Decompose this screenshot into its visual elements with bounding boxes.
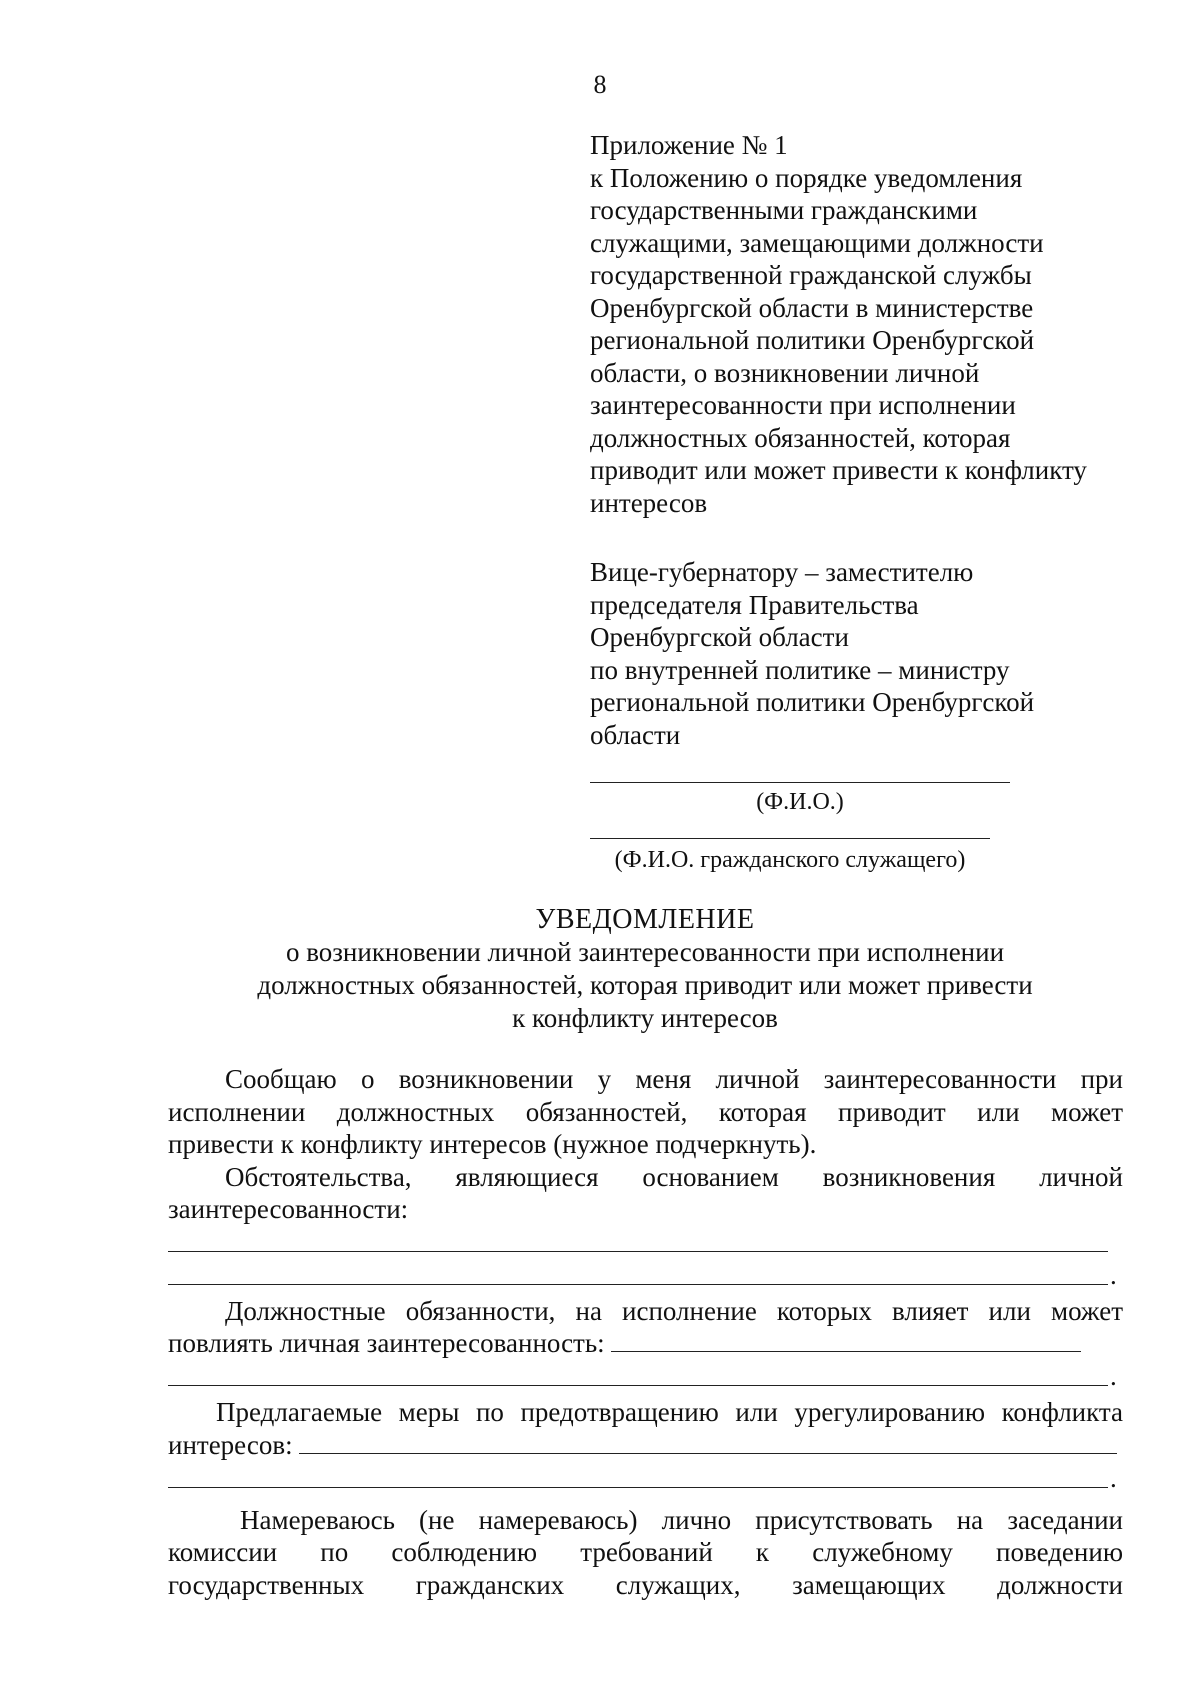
notice-title xyxy=(0,903,1200,1035)
paragraph-line: комиссии по соблюдению требований к служебному поведению xyxy=(168,1537,1123,1567)
addressee-line: председателя Правительства xyxy=(590,589,919,620)
circumstances-fill-line[interactable] xyxy=(168,1284,1108,1285)
circumstances-fill-row xyxy=(168,1258,1123,1291)
duties-fill-line[interactable] xyxy=(168,1385,1108,1386)
appendix-line: Приложение № 1 xyxy=(590,130,788,160)
measures-fill-line[interactable] xyxy=(168,1487,1108,1488)
measures-fill-row xyxy=(168,1461,1123,1494)
paragraph-line: Предлагаемые меры по предотвращению или урегулированию конфликта xyxy=(216,1397,1123,1427)
addressee-line: региональной политики Оренбургской xyxy=(590,687,1035,717)
appendix-line: служащими, замещающими должности xyxy=(590,227,1044,258)
appendix-header xyxy=(590,129,1150,519)
paragraph-text: интересов: xyxy=(168,1429,293,1460)
appendix-line: к Положению о порядке уведомления xyxy=(590,162,1023,193)
appendix-line: приводит или может привести к конфликту xyxy=(590,455,1087,485)
paragraph-line xyxy=(168,1429,1123,1462)
appendix-line: государственными гражданскими xyxy=(590,195,978,225)
appendix-line: Оренбургской области в министерстве xyxy=(590,292,1034,323)
paragraph-line: Должностные обязанности, на исполнение которых влияет или может xyxy=(225,1295,1123,1326)
circumstances-fill-line[interactable] xyxy=(168,1251,1108,1252)
appendix-line: государственной гражданской службы xyxy=(590,260,1032,290)
notice-subtitle-line: должностных обязанностей, которая приводит или может привести xyxy=(257,970,1033,1000)
paragraph-line: заинтересованности: xyxy=(168,1194,409,1224)
paragraph-text: повлиять личная заинтересованность: xyxy=(168,1328,605,1358)
appendix-line: области, о возникновении личной xyxy=(590,357,980,388)
duties-fill-row xyxy=(168,1360,1123,1393)
appendix-line: интересов xyxy=(590,487,708,518)
servant-fio-caption: (Ф.И.О. гражданского служащего) xyxy=(614,847,966,873)
line-end-period: . xyxy=(1110,1259,1117,1290)
notice-subtitle-line: о возникновении личной заинтересованности при исполнении xyxy=(285,937,1005,967)
paragraph-line: Намереваюсь (не намереваюсь) лично присутствовать на заседании xyxy=(240,1504,1123,1535)
servant-fio-line[interactable] xyxy=(590,838,990,839)
line-end-period: . xyxy=(1110,1361,1117,1391)
addressee-line: Оренбургской области xyxy=(590,622,849,652)
duties-fill-line[interactable] xyxy=(611,1331,1081,1352)
line-end-period: . xyxy=(1110,1462,1117,1493)
paragraph-line: исполнении должностных обязанностей, которая приводит или может xyxy=(168,1096,1123,1127)
paragraph-line: Обстоятельства, являющиеся основанием возникновения личной xyxy=(225,1161,1123,1192)
paragraph-line: привести к конфликту интересов (нужное подчеркнуть). xyxy=(168,1129,817,1159)
appendix-line: должностных обязанностей, которая xyxy=(590,422,1011,453)
page-number: 8 xyxy=(593,70,607,99)
appendix-line: заинтересованности при исполнении xyxy=(590,390,1016,420)
paragraph-line: Сообщаю о возникновении у меня личной заинтересованности при xyxy=(225,1064,1123,1094)
measures-fill-line[interactable] xyxy=(299,1433,1117,1454)
addressee-line: по внутренней политике – министру xyxy=(590,654,1010,685)
addressee-block xyxy=(590,556,1150,751)
paragraph-line xyxy=(168,1327,1123,1360)
appendix-line: региональной политики Оренбургской xyxy=(590,325,1035,355)
notice-body xyxy=(168,1063,1123,1601)
notice-subtitle-line: к конфликту интересов xyxy=(512,1003,778,1033)
notice-heading: УВЕДОМЛЕНИЕ xyxy=(535,904,755,935)
addressee-fio-line[interactable] xyxy=(590,782,1010,783)
addressee-line: области xyxy=(590,719,681,750)
addressee-line: Вице-губернатору – заместителю xyxy=(590,557,974,587)
paragraph-line: государственных гражданских служащих, замещающих должности xyxy=(168,1569,1123,1600)
circumstances-fill-row xyxy=(168,1226,1123,1259)
addressee-fio-caption: (Ф.И.О.) xyxy=(756,789,844,815)
